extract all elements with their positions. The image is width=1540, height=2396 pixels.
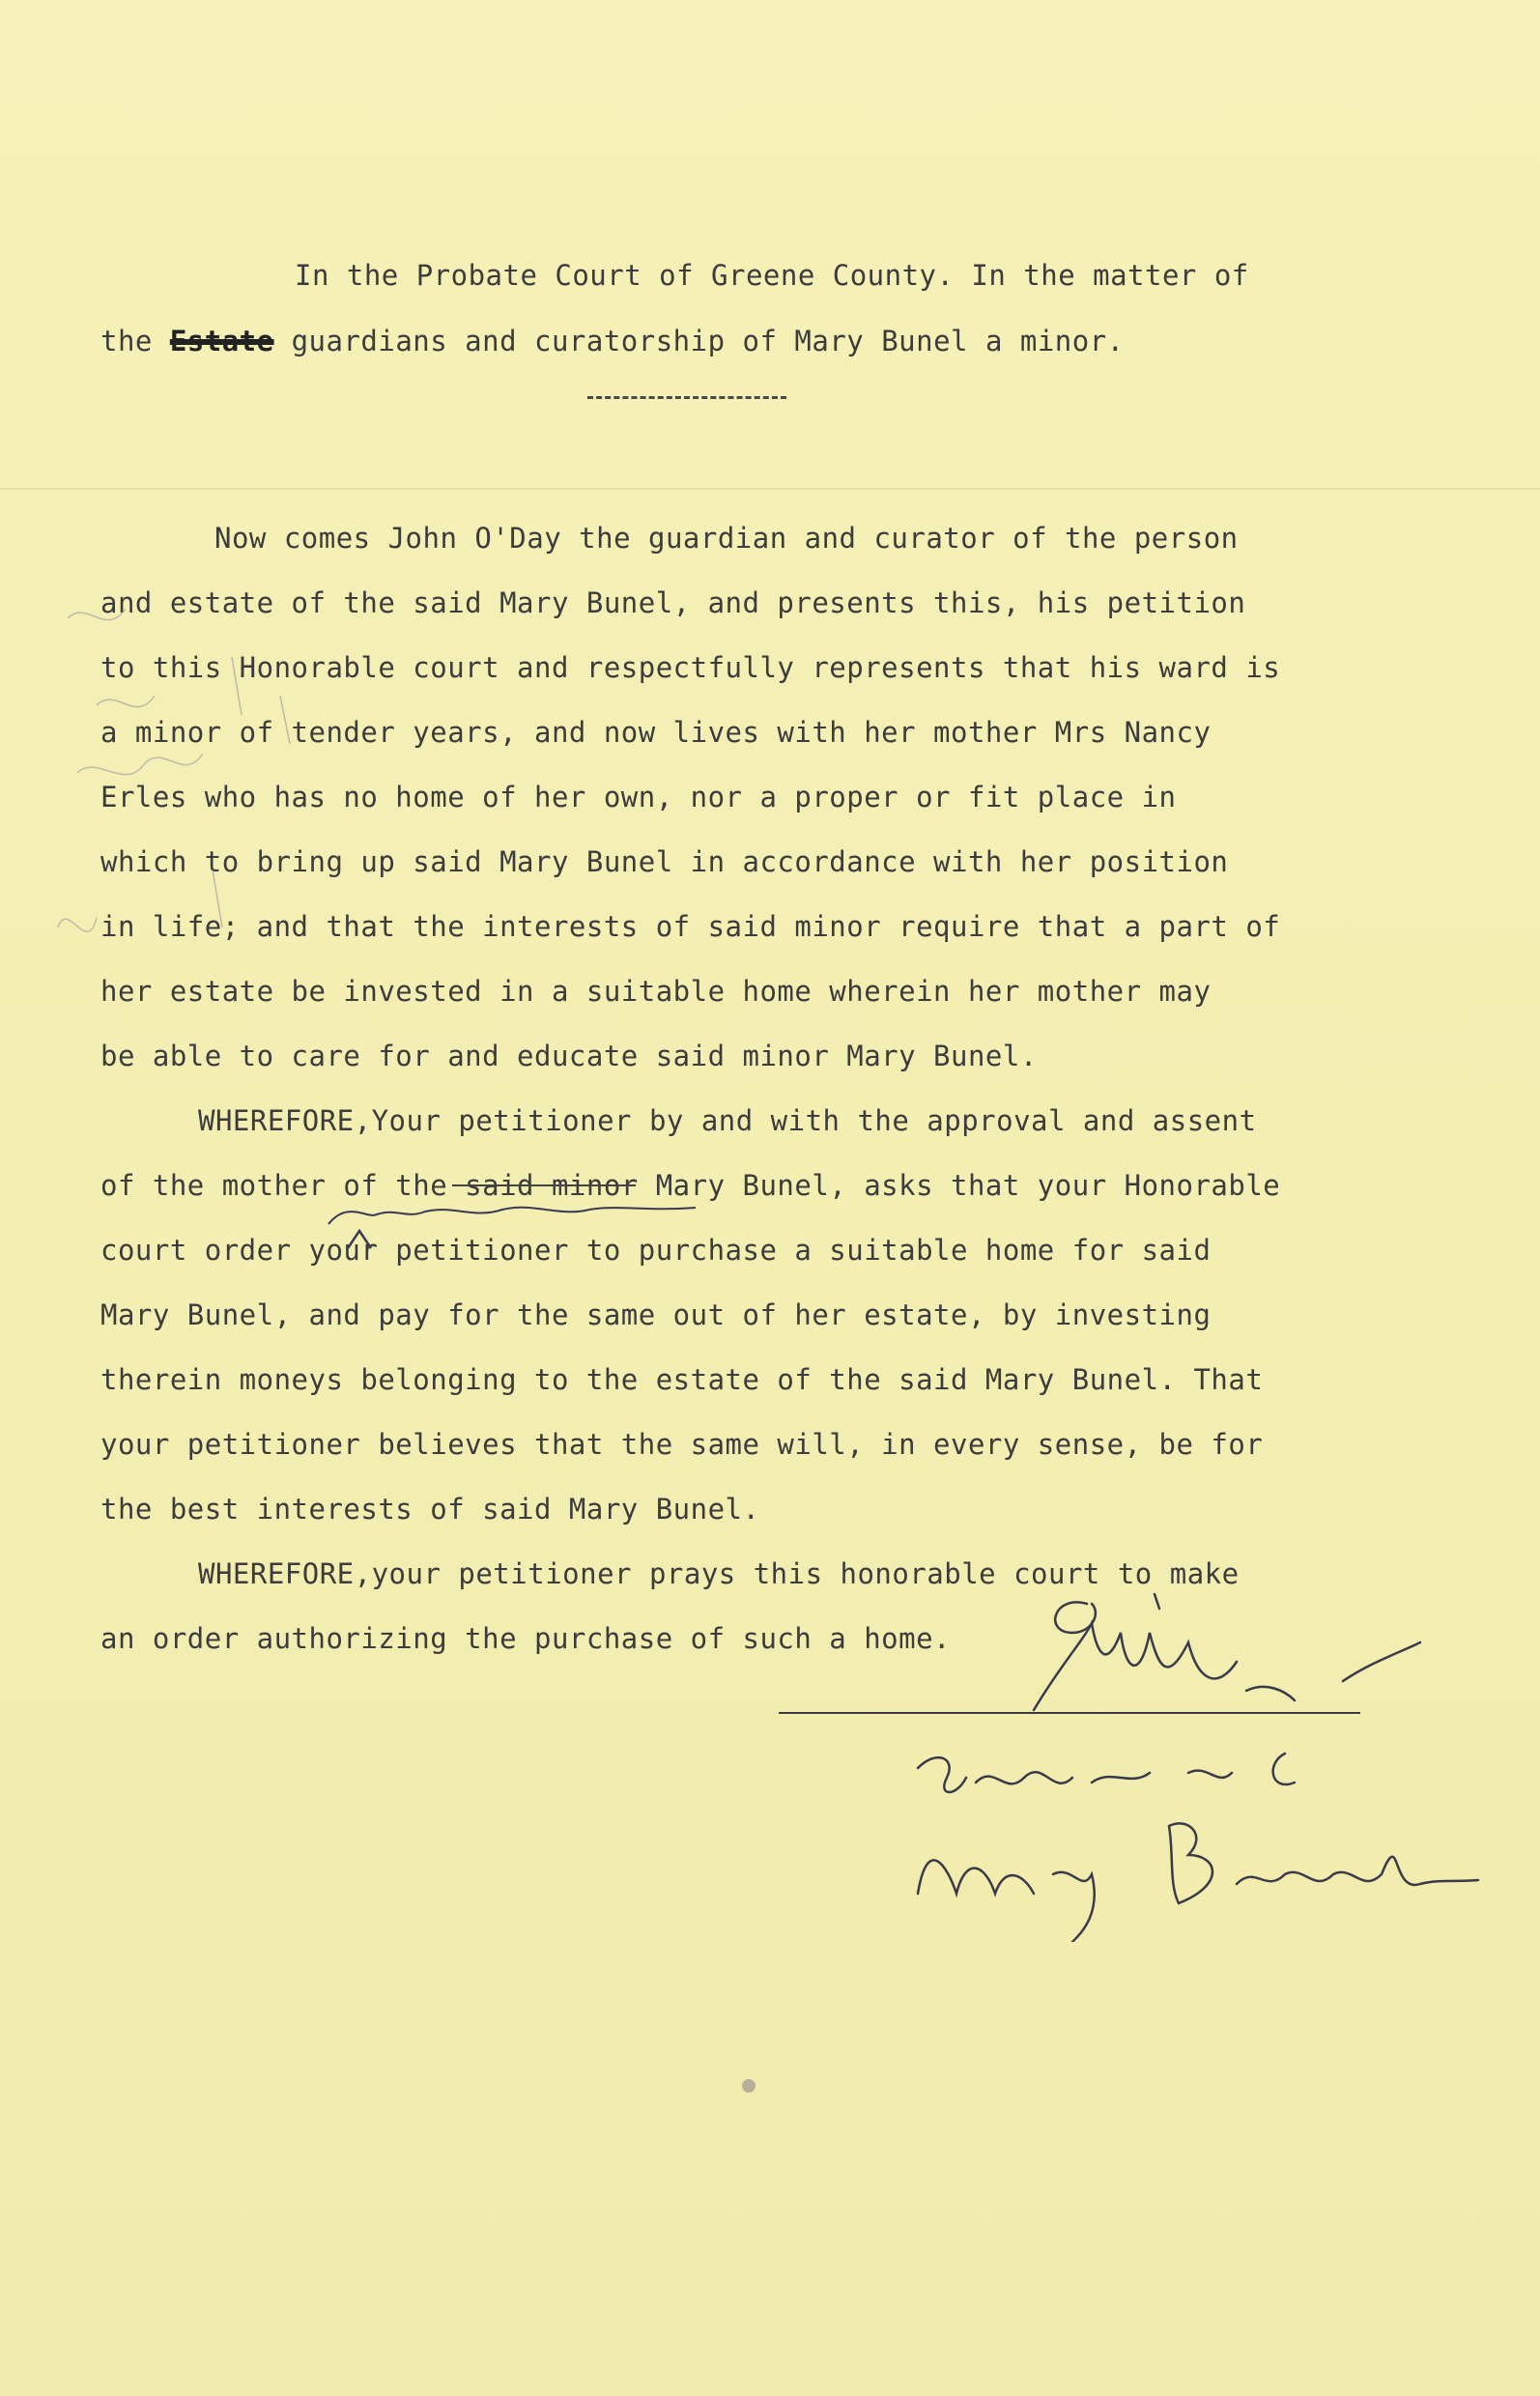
- body-line-7: in life; and that the interests of said minor require that a part of: [100, 910, 1281, 943]
- body-line-10: WHEREFORE,Your petitioner by and with the approval and assent: [198, 1104, 1257, 1137]
- body-line-18: an order authorizing the purchase of such a home.: [100, 1622, 952, 1655]
- body-line-6: which to bring up said Mary Bunel in accordance with her position: [100, 845, 1229, 878]
- body-line-2: and estate of the said Mary Bunel, and presents this, his petition: [100, 586, 1246, 619]
- underline-mark: [452, 1184, 636, 1186]
- struck-word: Estate: [169, 325, 274, 357]
- body-line-3: to this Honorable court and respectfully represents that his ward is: [100, 651, 1281, 684]
- caption-post: guardians and curatorship of Mary Bunel a minor.: [273, 325, 1125, 357]
- caption-line-2: [100, 325, 1125, 357]
- body-line-11: of the mother of the said minor Mary Bunel, asks that your Honorable: [100, 1169, 1281, 1202]
- body-line-13: Mary Bunel, and pay for the same out of her estate, by investing: [100, 1298, 1212, 1331]
- body-line-15: your petitioner believes that the same will, in every sense, be for: [100, 1428, 1264, 1461]
- signature-line: [779, 1712, 1360, 1714]
- body-line-12: court order your petitioner to purchase a suitable home for said: [100, 1234, 1212, 1267]
- caption-line-1: In the Probate Court of Greene County. In the matter of: [295, 259, 1249, 292]
- body-line-1: Now comes John O'Day the guardian and curator of the person: [214, 522, 1239, 555]
- body-line-17: WHEREFORE,your petitioner prays this honorable court to make: [198, 1557, 1240, 1590]
- paper-fold: [0, 488, 1540, 490]
- signature-handwriting: [898, 1575, 1497, 1942]
- pin-hole: [742, 2079, 756, 2093]
- body-line-9: be able to care for and educate said minor Mary Bunel.: [100, 1040, 1038, 1072]
- body-line-5: Erles who has no home of her own, nor a proper or fit place in: [100, 781, 1177, 813]
- caption-rule: [587, 396, 786, 399]
- body-line-16: the best interests of said Mary Bunel.: [100, 1493, 760, 1526]
- body-line-4: a minor of tender years, and now lives with her mother Mrs Nancy: [100, 716, 1212, 749]
- body-line-8: her estate be invested in a suitable home wherein her mother may: [100, 975, 1212, 1008]
- caption-pre: the: [100, 325, 170, 357]
- body-line-14: therein moneys belonging to the estate of the said Mary Bunel. That: [100, 1363, 1264, 1396]
